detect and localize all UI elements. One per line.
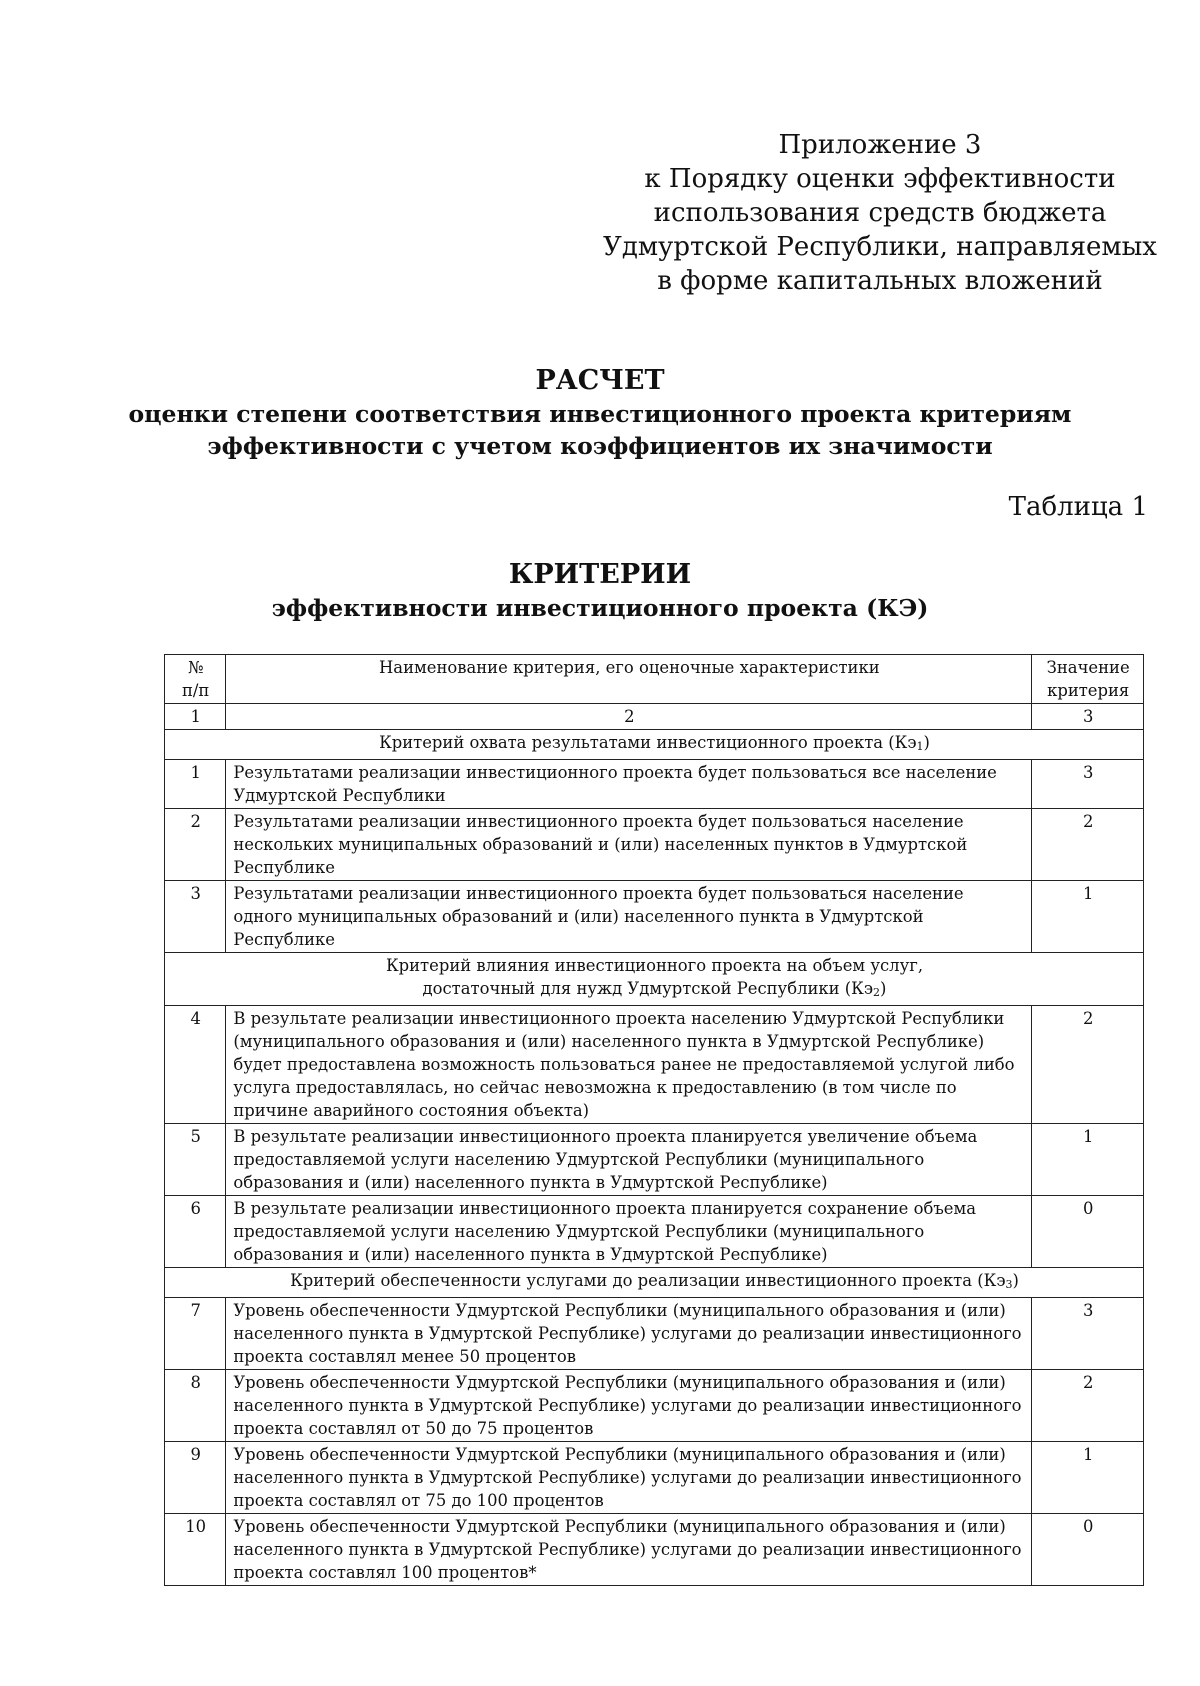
section-title: Критерий влияния инвестиционного проекта на объем услуг, достаточный для нужд Удмуртской Республики (Кэ2) bbox=[165, 953, 1144, 1006]
table-row bbox=[165, 1298, 1144, 1370]
table-row bbox=[165, 1514, 1144, 1586]
table-row bbox=[165, 1006, 1144, 1124]
table-row bbox=[165, 809, 1144, 881]
appendix-reference bbox=[580, 128, 1180, 298]
table-row bbox=[165, 1124, 1144, 1196]
criteria-subtitle: эффективности инвестиционного проекта (КЭ) bbox=[271, 594, 929, 622]
row-value: 1 bbox=[1032, 1442, 1144, 1514]
row-criterion: Результатами реализации инвестиционного проекта будет пользоваться население нескольких муниципальных образований и (или) населенных пунктов в Удмуртской Республике bbox=[226, 809, 1032, 881]
row-number: 1 bbox=[165, 760, 226, 809]
row-criterion: Уровень обеспеченности Удмуртской Республики (муниципального образования и (или) населенного пункта в Удмуртской Республике) услугами до реализации инвестиционного проекта составлял от 50 до 75 процентов bbox=[226, 1370, 1032, 1442]
page-subtitle-line: эффективности с учетом коэффициентов их значимости bbox=[207, 432, 993, 460]
header-number: № п/п bbox=[165, 655, 226, 704]
row-value: 2 bbox=[1032, 1006, 1144, 1124]
table-row bbox=[165, 1370, 1144, 1442]
row-value: 3 bbox=[1032, 760, 1144, 809]
table-header-row bbox=[165, 655, 1144, 704]
row-criterion: В результате реализации инвестиционного проекта планируется сохранение объема предоставляемой услуги населению Удмуртской Республики (муниципального образования и (или) населенного пункта в Удмуртской Республике) bbox=[226, 1196, 1032, 1268]
row-criterion: Результатами реализации инвестиционного проекта будет пользоваться население одного муниципальных образований и (или) населенного пункта в Удмуртской Республике bbox=[226, 881, 1032, 953]
table-row bbox=[165, 881, 1144, 953]
appendix-line: в форме капитальных вложений bbox=[657, 266, 1103, 296]
row-number: 8 bbox=[165, 1370, 226, 1442]
appendix-line: использования средств бюджета bbox=[653, 198, 1107, 228]
header-criterion-name: Наименование критерия, его оценочные характеристики bbox=[226, 655, 1032, 704]
row-number: 7 bbox=[165, 1298, 226, 1370]
column-number: 1 bbox=[165, 704, 226, 730]
header-criterion-value: Значение критерия bbox=[1032, 655, 1144, 704]
column-number-row bbox=[165, 704, 1144, 730]
row-number: 9 bbox=[165, 1442, 226, 1514]
appendix-line: Приложение 3 bbox=[778, 130, 982, 160]
criteria-table bbox=[164, 654, 1144, 1586]
page-title: РАСЧЕТ bbox=[535, 365, 665, 396]
page-subtitle-line: оценки степени соответствия инвестиционного проекта критериям bbox=[128, 400, 1072, 428]
appendix-line: Удмуртской Республики, направляемых bbox=[603, 232, 1157, 262]
row-criterion: В результате реализации инвестиционного проекта планируется увеличение объема предоставляемой услуги населению Удмуртской Республики (муниципального образования и (или) населенного пункта в Удмуртской Республике) bbox=[226, 1124, 1032, 1196]
appendix-line: к Порядку оценки эффективности bbox=[644, 164, 1116, 194]
table-row bbox=[165, 1196, 1144, 1268]
document-heading bbox=[0, 364, 1200, 462]
row-number: 3 bbox=[165, 881, 226, 953]
row-criterion: Уровень обеспеченности Удмуртской Республики (муниципального образования и (или) населенного пункта в Удмуртской Республике) услугами до реализации инвестиционного проекта составлял менее 50 процентов bbox=[226, 1298, 1032, 1370]
row-value: 0 bbox=[1032, 1196, 1144, 1268]
row-value: 1 bbox=[1032, 1124, 1144, 1196]
column-number: 3 bbox=[1032, 704, 1144, 730]
row-number: 2 bbox=[165, 809, 226, 881]
row-number: 5 bbox=[165, 1124, 226, 1196]
row-criterion: Уровень обеспеченности Удмуртской Республики (муниципального образования и (или) населенного пункта в Удмуртской Республике) услугами до реализации инвестиционного проекта составлял от 75 до 100 процентов bbox=[226, 1442, 1032, 1514]
section-header-row bbox=[165, 730, 1144, 760]
row-value: 0 bbox=[1032, 1514, 1144, 1586]
column-number: 2 bbox=[226, 704, 1032, 730]
row-value: 2 bbox=[1032, 809, 1144, 881]
table-row bbox=[165, 760, 1144, 809]
row-criterion: В результате реализации инвестиционного проекта населению Удмуртской Республики (муниципального образования и (или) населенного пункта в Удмуртской Республике) будет предоставлена возможность пользоваться ранее не предоставляемой услугой либо услуга предоставлялась, но сейчас невозможна к предоставлению (в том числе по причине аварийного состояния объекта) bbox=[226, 1006, 1032, 1124]
section-header-row bbox=[165, 953, 1144, 1006]
criteria-title: КРИТЕРИИ bbox=[508, 559, 692, 590]
row-criterion: Уровень обеспеченности Удмуртской Республики (муниципального образования и (или) населенного пункта в Удмуртской Республике) услугами до реализации инвестиционного проекта составлял 100 процентов* bbox=[226, 1514, 1032, 1586]
section-title: Критерий охвата результатами инвестиционного проекта (Кэ1) bbox=[165, 730, 1144, 760]
row-value: 1 bbox=[1032, 881, 1144, 953]
table-row bbox=[165, 1442, 1144, 1514]
row-number: 4 bbox=[165, 1006, 226, 1124]
row-criterion: Результатами реализации инвестиционного проекта будет пользоваться все население Удмуртской Республики bbox=[226, 760, 1032, 809]
criteria-heading bbox=[0, 558, 1200, 624]
table-label: Таблица 1 bbox=[1008, 492, 1148, 522]
section-title: Критерий обеспеченности услугами до реализации инвестиционного проекта (Кэ3) bbox=[165, 1268, 1144, 1298]
row-number: 10 bbox=[165, 1514, 226, 1586]
section-header-row bbox=[165, 1268, 1144, 1298]
row-value: 2 bbox=[1032, 1370, 1144, 1442]
row-value: 3 bbox=[1032, 1298, 1144, 1370]
row-number: 6 bbox=[165, 1196, 226, 1268]
